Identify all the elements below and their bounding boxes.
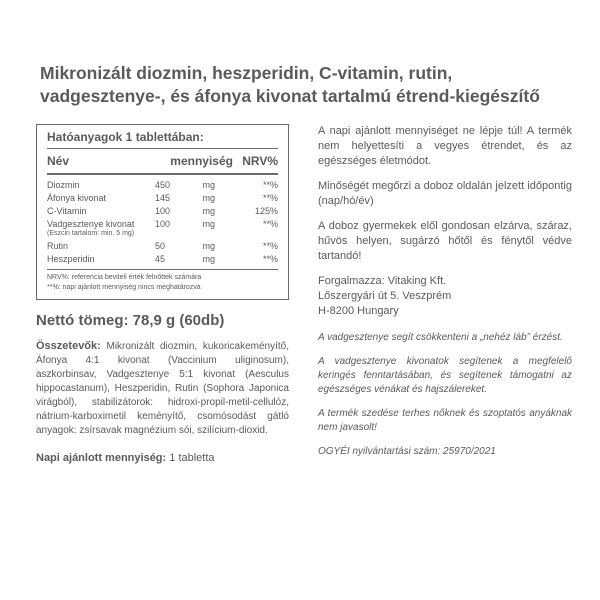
ingredients [36,339,289,438]
row-amount [155,205,221,218]
distributor-postcode: H-8200 Hungary [318,305,399,317]
row-nrv: 125% [254,206,278,216]
row-nrv: **% [262,254,278,264]
row-amount [155,192,221,205]
warning-text: A napi ajánlott mennyiséget ne lépje túl! A termék nem helyettesíti a vegyes étrendet, és az egészséges életmódot. [318,125,572,167]
row-amount-unit: mg [202,180,215,190]
footnote-undefined: **%: napi ajánlott mennyiség nincs meghatározva [47,284,201,291]
table-row [47,240,278,253]
row-nrv: **% [262,180,278,190]
row-amount [155,218,221,231]
row-amount [155,179,221,192]
row-amount-value: 45 [155,254,166,264]
row-name: Diozmin [47,180,80,190]
claim-circulation: A vadgesztenye kivonatok segítenek a megfelelő keringés fenntartásában, és segítenek támogatni az egészséges vénákat és hajszálereket. [318,356,572,395]
nutrition-table [36,124,289,300]
table-body [47,175,278,270]
table-footnote [47,270,278,293]
header-amount: mennyiség [170,154,233,168]
ingredients-text: Mikronizált diozmin, kukoricakeményítő, Áfonya 4:1 kivonat (Vaccinium uliginosum), aszkorbinsav, Vadgesztenye 5:1 kivonat (Aesculus hippocastanum), Heszperidin, Rutin (Sophora Japonica virágból), stabilizátorok: hidroxi-propil-metil-cellulóz, nátrium-karboximetil keményítő, csomósodást gátló anyagok: zsírsavak magnézium sói, szilícium-dioxid. [36,341,289,436]
row-name: Rutin [47,241,69,251]
distributor-name: Forgalmazza: Vitaking Kft. [318,275,447,287]
table-row [47,253,278,266]
row-amount-value: 100 [155,219,171,229]
table-row [47,179,278,192]
registration-number: OGYÉI nyilvántartási szám: 25970/2021 [318,446,496,457]
footnote-nrv: NRV%: referencia beviteli érték felnőttek számára [47,274,202,281]
row-amount-unit: mg [202,206,215,216]
row-amount-value: 145 [155,193,171,203]
row-amount [155,253,221,266]
row-nrv: **% [262,219,278,229]
row-name: Áfonya kivonat [47,193,107,203]
row-nrv: **% [262,193,278,203]
header-nrv: NRV% [242,154,278,168]
product-title: Mikronizált diozmin, heszperidin, C-vitamin, rutin, vadgesztenye-, és áfonya kivonat tartalmú étrend-kiegészítő [40,63,540,106]
pregnancy-warning: A termék szedése terhes nőknek és szoptatós anyáknak nem javasolt! [318,408,572,433]
table-header [47,149,278,175]
row-amount-unit: mg [202,254,215,264]
claim-heavy-legs: A vadgesztenye segít csökkenteni a „nehéz láb” érzést. [318,332,563,343]
row-amount-value: 100 [155,206,171,216]
row-nrv: **% [262,241,278,251]
table-row [47,192,278,205]
row-amount [155,240,221,253]
best-before-text: Minőségét megőrzi a doboz oldalán jelzett időpontig (nap/hó/év) [318,180,572,207]
storage-text: A doboz gyermekek elől gondosan elzárva, száraz, hűvös helyen, sugárzó hőtől és fénytől védve tartandó! [318,220,572,262]
row-name: Vadgesztenye kivonat [47,219,135,229]
row-amount-value: 50 [155,241,166,251]
row-amount-unit: mg [202,193,215,203]
distributor-street: Lőszergyári út 5. Veszprém [318,290,452,302]
daily-dose-label: Napi ajánlott mennyiség: [36,452,167,464]
right-column [318,124,572,469]
table-title: Hatóanyagok 1 tablettában: [47,129,278,149]
row-amount-unit: mg [202,241,215,251]
daily-dose-value: 1 tabletta [169,452,215,464]
row-name: C-Vitamin [47,206,87,216]
table-row [47,205,278,218]
net-weight: Nettó tömeg: 78,9 g (60db) [36,312,225,329]
header-name: Név [47,154,70,168]
ingredients-label: Összetevők: [36,340,101,352]
row-amount-unit: mg [202,219,215,229]
left-column [36,124,289,464]
row-note: (Eszcin tartalom: min. 5 mg) [47,230,135,237]
daily-dose [36,452,289,464]
row-name: Heszperidin [47,254,95,264]
distributor-address [318,274,572,319]
row-amount-value: 450 [155,180,171,190]
